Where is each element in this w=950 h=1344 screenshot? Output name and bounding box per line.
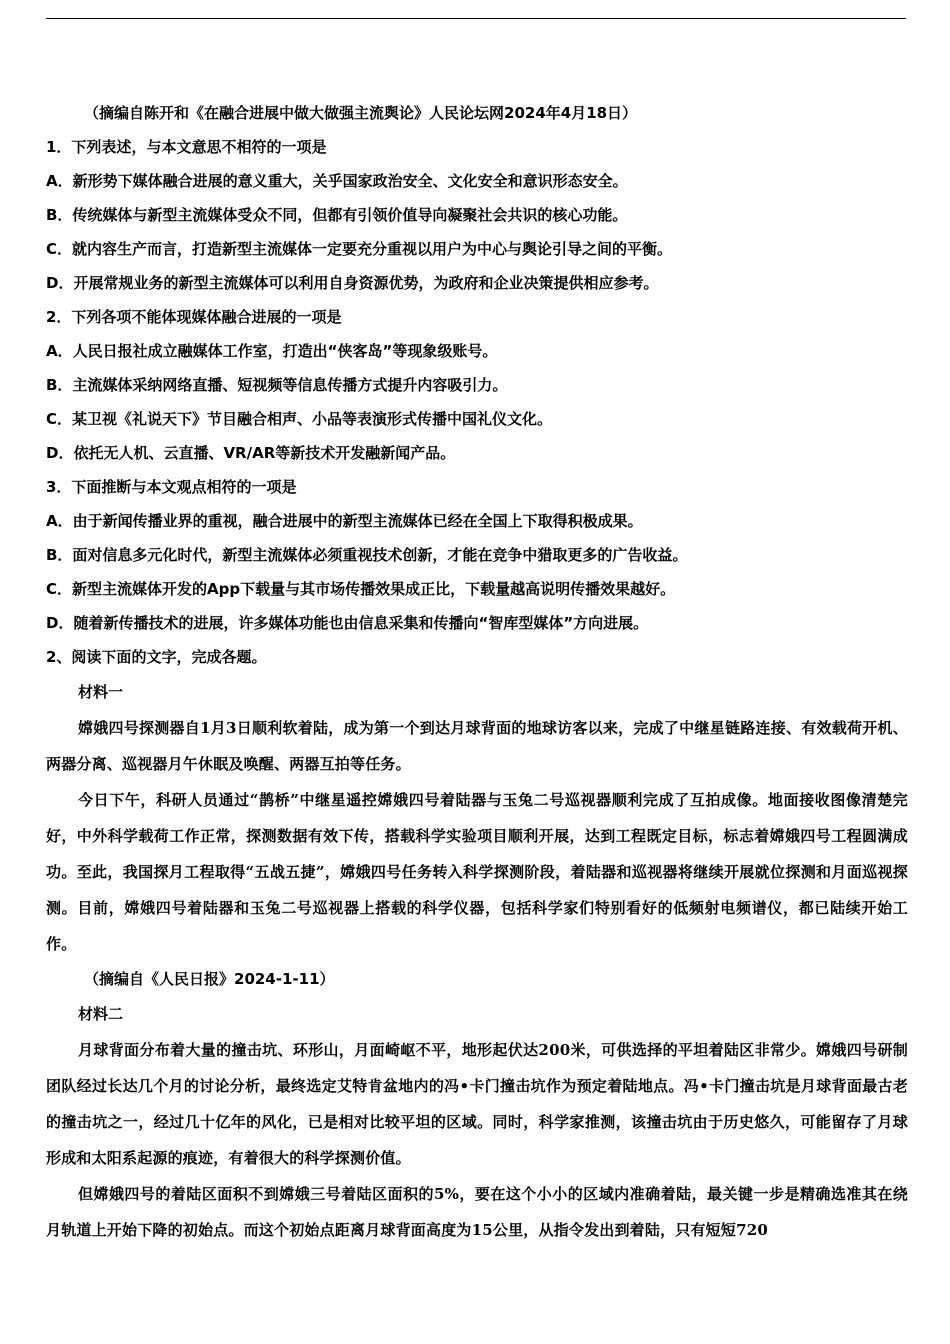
source-citation-1: （摘编自陈开和《在融合进展中做大做强主流舆论》人民论坛网2024年4月18日）: [84, 104, 638, 122]
question-2: [46, 300, 908, 470]
option-a: A．人民日报社成立融媒体工作室，打造出“侠客岛”等现象级账号。: [46, 342, 498, 360]
question-stem: 1．下列表述，与本文意思不相符的一项是: [46, 138, 327, 156]
paragraph: 今日下午，科研人员通过“鹊桥”中继星遥控嫦娥四号着陆器与玉兔二号巡视器顺利完成了互拍成像。地面接收图像清楚完好，中外科学载荷工作正常，探测数据有效下传，搭载科学实验项目顺利开展，达到工程既定目标，标志着嫦娥四号工程圆满成功。至此，我国探月工程取得“五战五捷”，嫦娥四号任务转入科学探测阶段，着陆器和巡视器将继续开展就位探测和月面巡视探测。目前，嫦娥四号着陆器和玉兔二号巡视器上搭载的科学仪器，包括科学家们特别看好的低频射电频谱仪，都已陆续开始工作。: [46, 791, 908, 953]
option-b: B．主流媒体采纳网络直播、短视频等信息传播方式提升内容吸引力。: [46, 376, 508, 394]
question-3: [46, 470, 908, 640]
paragraph: 但嫦娥四号的着陆区面积不到嫦娥三号着陆区面积的5%，要在这个小小的区域内准确着陆，最关键一步是精确选准其在绕月轨道上开始下降的初始点。而这个初始点距离月球背面高度为15公里，从指令发出到着陆，只有短短720: [46, 1185, 908, 1239]
paragraph: 嫦娥四号探测器自1月3日顺利软着陆，成为第一个到达月球背面的地球访客以来，完成了中继星链路连接、有效载荷开机、两器分离、巡视器月午休眠及唤醒、两器互拍等任务。: [46, 719, 908, 773]
material-title: 材料二: [78, 1005, 124, 1023]
question-stem: 2．下列各项不能体现媒体融合进展的一项是: [46, 308, 342, 326]
option-d: D．依托无人机、云直播、VR/AR等新技术开发融新闻产品。: [46, 444, 456, 462]
document-page: [46, 96, 908, 1248]
option-d: D．随着新传播技术的进展，许多媒体功能也由信息采集和传播向“智库型媒体”方向进展。: [46, 614, 649, 632]
option-b: B．传统媒体与新型主流媒体受众不同，但都有引领价值导向凝聚社会共识的核心功能。: [46, 206, 628, 224]
material-title: 材料一: [78, 683, 124, 701]
option-c: C．某卫视《礼说天下》节目融合相声、小品等表演形式传播中国礼仪文化。: [46, 410, 553, 428]
top-rule: [46, 18, 906, 19]
material-two: [46, 996, 908, 1248]
option-d: D．开展常规业务的新型主流媒体可以利用自身资源优势，为政府和企业决策提供相应参考。: [46, 274, 659, 292]
option-c: C．新型主流媒体开发的App下载量与其市场传播效果成正比，下载量越高说明传播效果越好。: [46, 580, 676, 598]
option-b: B．面对信息多元化时代，新型主流媒体必须重视技术创新，才能在竞争中猎取更多的广告收益。: [46, 546, 688, 564]
section-heading: 2、阅读下面的文字，完成各题。: [46, 648, 267, 666]
option-c: C．就内容生产而言，打造新型主流媒体一定要充分重视以用户为中心与舆论引导之间的平衡。: [46, 240, 673, 258]
option-a: A．由于新闻传播业界的重视，融合进展中的新型主流媒体已经在全国上下取得积极成果。: [46, 512, 643, 530]
material-one: [46, 674, 908, 996]
option-a: A．新形势下媒体融合进展的意义重大，关乎国家政治安全、文化安全和意识形态安全。: [46, 172, 628, 190]
question-1: [46, 130, 908, 300]
paragraph: 月球背面分布着大量的撞击坑、环形山，月面崎岖不平，地形起伏达200米，可供选择的平坦着陆区非常少。嫦娥四号研制团队经过长达几个月的讨论分析，最终选定艾特肯盆地内的冯•卡门撞击坑作为预定着陆地点。冯•卡门撞击坑是月球背面最古老的撞击坑之一，经过几十亿年的风化，已是相对比较平坦的区域。同时，科学家推测，该撞击坑由于历史悠久，可能留存了月球形成和太阳系起源的痕迹，有着很大的科学探测价值。: [46, 1041, 908, 1167]
source-citation-2: （摘编自《人民日报》2024-1-11）: [84, 970, 335, 988]
question-stem: 3．下面推断与本文观点相符的一项是: [46, 478, 297, 496]
